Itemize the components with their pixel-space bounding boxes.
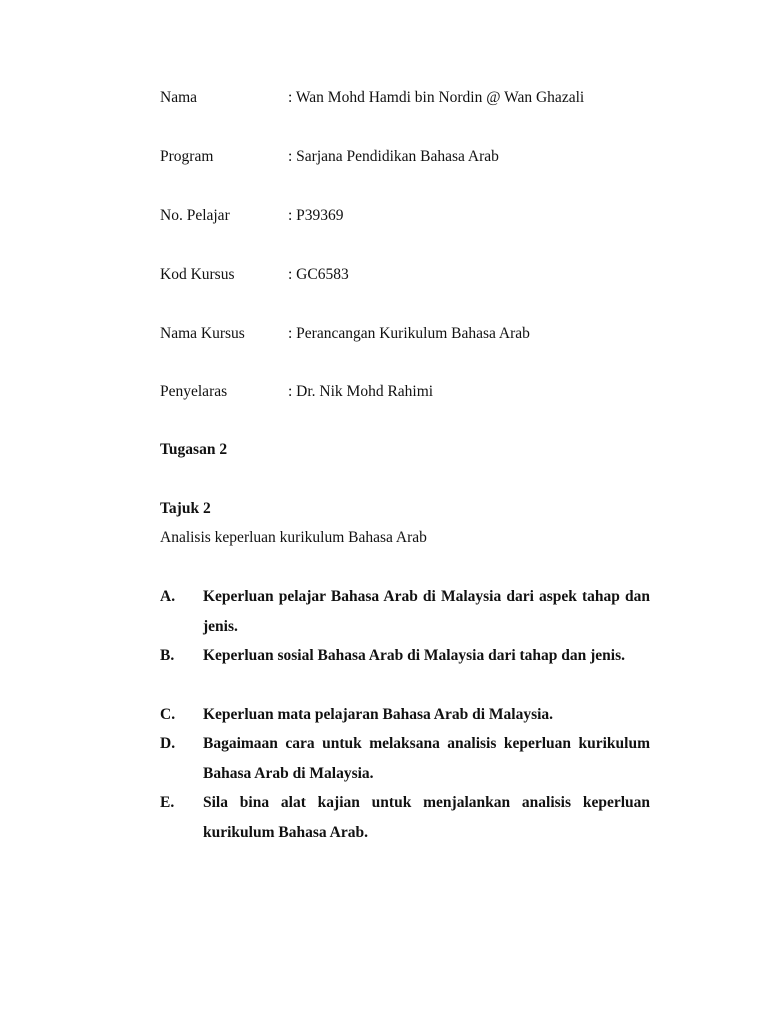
topic-text: Analisis keperluan kurikulum Bahasa Arab — [160, 529, 427, 546]
info-value: : P39369 — [288, 207, 344, 224]
info-value: : Sarjana Pendidikan Bahasa Arab — [288, 148, 499, 165]
question-text: Keperluan sosial Bahasa Arab di Malaysia dari tahap dan jenis. — [203, 647, 626, 664]
info-row-no-pelajar — [160, 204, 680, 228]
question-letter: B. — [160, 647, 175, 664]
topic-heading: Tajuk 2 — [160, 500, 211, 517]
info-row-kod-kursus — [160, 263, 680, 287]
info-row-program — [160, 145, 680, 169]
info-row-nama-kursus — [160, 322, 680, 346]
assignment-heading: Tugasan 2 — [160, 441, 228, 458]
info-value: : Wan Mohd Hamdi bin Nordin @ Wan Ghazali — [288, 89, 585, 106]
info-value: : GC6583 — [288, 266, 349, 283]
info-row-penyelaras — [160, 380, 680, 404]
info-label: Penyelaras — [160, 383, 228, 400]
info-label: Kod Kursus — [160, 266, 235, 283]
question-letter: E. — [160, 794, 175, 811]
question-text: Keperluan pelajar Bahasa Arab di Malaysia dari aspek tahap dan jenis. — [203, 588, 650, 635]
info-label: No. Pelajar — [160, 207, 230, 224]
info-label: Nama — [160, 89, 198, 106]
info-label: Nama Kursus — [160, 325, 245, 342]
question-text: Keperluan mata pelajaran Bahasa Arab di Malaysia. — [203, 706, 554, 723]
question-letter: D. — [160, 735, 176, 752]
info-value: : Dr. Nik Mohd Rahimi — [288, 383, 434, 400]
question-letter: A. — [160, 588, 176, 605]
info-label: Program — [160, 148, 214, 165]
question-text: Sila bina alat kajian untuk menjalankan analisis keperluan kurikulum Bahasa Arab. — [203, 794, 650, 841]
question-text: Bagaimaan cara untuk melaksana analisis keperluan kurikulum Bahasa Arab di Malaysia. — [203, 735, 650, 782]
question-letter: C. — [160, 706, 176, 723]
info-row-nama — [160, 86, 680, 110]
info-value: : Perancangan Kurikulum Bahasa Arab — [288, 325, 530, 342]
